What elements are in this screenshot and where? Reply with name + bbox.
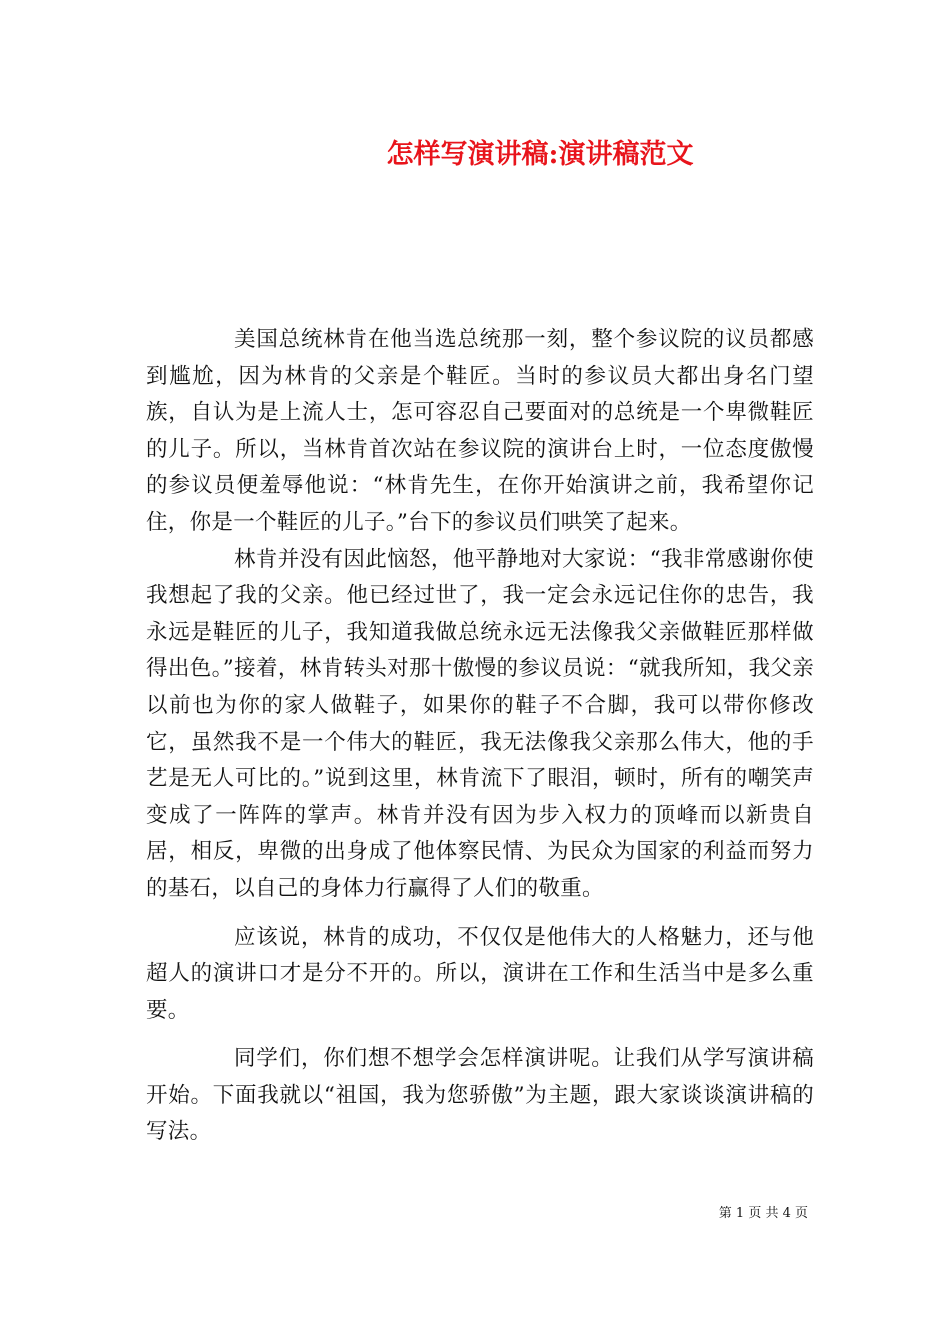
document-body — [146, 322, 814, 1151]
document-title: 怎样写演讲稿:演讲稿范文 — [386, 139, 694, 170]
page-number-footer: 第 1 页 共 4 页 — [718, 1206, 808, 1221]
paragraph-1: 美国总统林肯在他当选总统那一刻，整个参议院的议员都感到尴尬，因为林肯的父亲是个鞋匠。当时的参议员大都出身名门望族，自认为是上流人士，怎可容忍自己要面对的总统是一个卑微鞋匠的儿子。所以，当林肯首次站在参议院的演讲台上时，一位态度傲慢的参议员便羞辱他说：“林肯先生，在你开始演讲之前，我希望你记住，你是一个鞋匠的儿子。”台下的参议员们哄笑了起来。 — [146, 327, 814, 535]
paragraph-4: 同学们，你们想不想学会怎样演讲呢。让我们从学写演讲稿开始。下面我就以“祖国，我为您骄傲”为主题，跟大家谈谈演讲稿的写法。 — [146, 1046, 814, 1145]
paragraph-2: 林肯并没有因此恼怒，他平静地对大家说：“我非常感谢你使我想起了我的父亲。他已经过世了，我一定会永远记住你的忠告，我永远是鞋匠的儿子，我知道我做总统永远无法像我父亲做鞋匠那样做得出色。”接着，林肯转头对那十傲慢的参议员说：“就我所知，我父亲以前也为你的家人做鞋子，如果你的鞋子不合脚，我可以带你修改它，虽然我不是一个伟大的鞋匠，我无法像我父亲那么伟大，他的手艺是无人可比的。”说到这里，林肯流下了眼泪，顿时，所有的嘲笑声变成了一阵阵的掌声。林肯并没有因为步入权力的顶峰而以新贵自居，相反，卑微的出身成了他体察民情、为民众为国家的利益而努力的基石，以自己的身体力行赢得了人们的敬重。 — [146, 546, 814, 901]
paragraph-3: 应该说，林肯的成功，不仅仅是他伟大的人格魅力，还与他超人的演讲口才是分不开的。所以，演讲在工作和生活当中是多么重要。 — [146, 924, 814, 1023]
